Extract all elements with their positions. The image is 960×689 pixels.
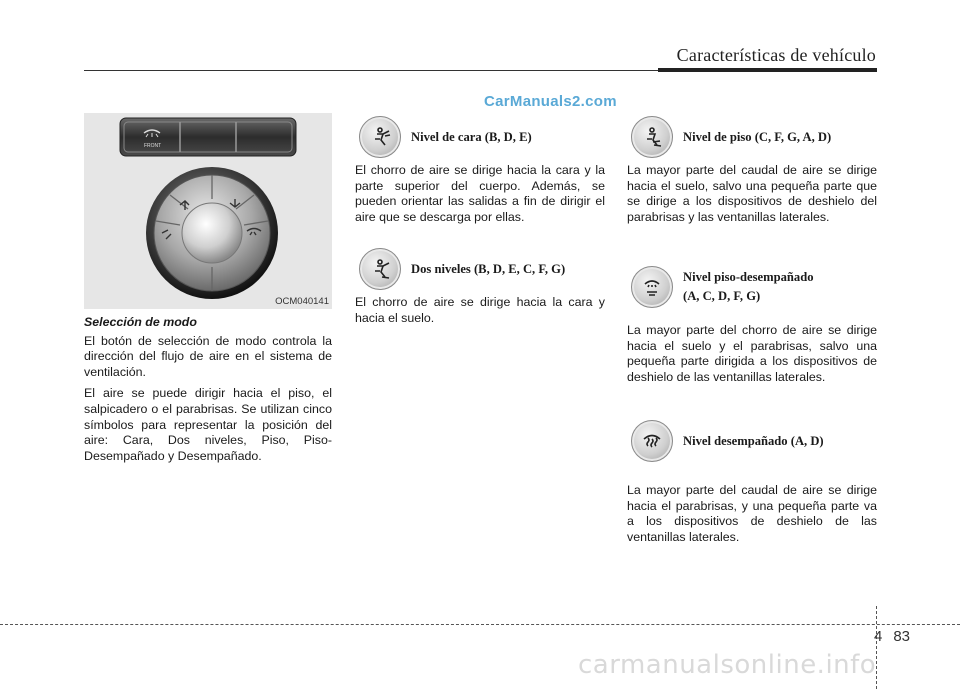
- mode-label: Nivel de cara (B, D, E): [411, 129, 532, 144]
- mode-defrost: [631, 420, 824, 462]
- front-defrost-label: FRONT: [144, 143, 162, 149]
- mode-face-text: El chorro de aire se dirige hacia la cara y la parte superior del cuerpo. Además, se pueden orientar las salidas a fin de dirigir el aire que se descarga por ellas.: [355, 163, 605, 224]
- floor-defrost-icon: [631, 266, 673, 308]
- mode-face: [359, 116, 532, 158]
- face-vent-icon: [359, 116, 401, 158]
- mode-selector-figure: [84, 113, 332, 309]
- mode-defrost-text: La mayor parte del caudal de aire se dirige hacia el parabrisas, y una pequeña parte va a los dispositivos de deshielo de las ventanillas laterales.: [627, 483, 877, 544]
- mode-bi-level-text: El chorro de aire se dirige hacia la cara y hacia el suelo.: [355, 295, 605, 325]
- mode-label-line: (A, C, D, F, G): [683, 289, 761, 303]
- watermark-top: CarManuals2.com: [484, 93, 617, 110]
- mode-label: [683, 268, 814, 306]
- watermark-bottom: carmanualsonline.info: [578, 650, 877, 680]
- section-subtitle: Selección de modo: [84, 315, 197, 329]
- mode-bi-level: [359, 248, 565, 290]
- page-number-value: 83: [893, 628, 910, 645]
- page-number: [874, 628, 910, 645]
- mode-label: Nivel de piso (C, F, G, A, D): [683, 129, 832, 144]
- bi-level-icon: [359, 248, 401, 290]
- figure-code: OCM040141: [275, 296, 329, 307]
- defrost-icon: [631, 420, 673, 462]
- section-number: 4: [873, 628, 883, 645]
- page-header-title: Características de vehículo: [676, 45, 876, 65]
- footer-rule: [0, 624, 960, 625]
- mode-label: Nivel desempañado (A, D): [683, 433, 824, 448]
- mode-floor: [631, 116, 831, 158]
- mode-label: Dos niveles (B, D, E, C, F, G): [411, 261, 566, 276]
- mode-label-line: Nivel piso-desempañado: [683, 270, 814, 284]
- mode-floor-defrost-text: La mayor parte del chorro de aire se dirige hacia el suelo y el parabrisas, salvo una pequeña parte dirigida a los dispositivos de deshielo de las ventanillas laterales.: [627, 323, 877, 384]
- paragraph: El aire se puede dirigir hacia el piso, el salpicadero o el parabrisas. Se utilizan cinco símbolos para representar la posición del aire: Cara, Dos niveles, Piso, Piso-Desempañado y Desempañado.: [84, 386, 332, 463]
- paragraph: El botón de selección de modo controla la dirección del flujo de aire en el sistema de ventilación.: [84, 333, 332, 379]
- mode-knob-illustration: [84, 113, 332, 309]
- mode-floor-defrost: [631, 266, 814, 308]
- column-1: [84, 315, 332, 470]
- mode-floor-text: La mayor parte del caudal de aire se dirige hacia el suelo, salvo una pequeña parte que se dirige a los dispositivos de deshielo del parabrisas y las ventanillas laterales.: [627, 163, 877, 224]
- header-rule-accent: [658, 68, 877, 72]
- floor-vent-icon: [631, 116, 673, 158]
